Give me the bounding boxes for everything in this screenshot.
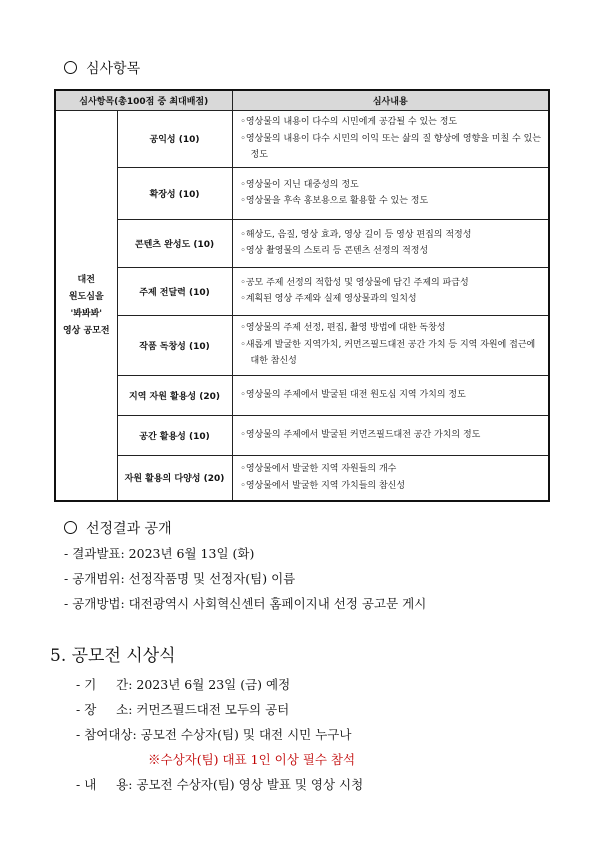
category-line: 대전 (77, 274, 95, 285)
desc-cell (232, 375, 549, 415)
desc-cell (232, 415, 549, 455)
item-cell: 공익성 (10) (117, 111, 232, 168)
header-content: 심사내용 (232, 90, 549, 111)
item-cell: 콘텐츠 완성도 (10) (117, 219, 232, 267)
ceremony-content: - 내 용: 공모전 수상자(팀) 영상 발표 및 영상 시청 (76, 777, 364, 792)
desc-cell (232, 111, 549, 168)
desc-line: ◦영상물의 주제에서 발굴된 대전 원도심 지역 가치의 정도 (240, 389, 466, 400)
desc-line: ◦공모 주제 선정의 적합성 및 영상물에 담긴 주제의 파급성 (240, 277, 469, 288)
desc-line: ◦영상물의 내용이 다수 시민의 이익 또는 삶의 질 향상에 영향을 미칠 수 있는 정도 (240, 133, 541, 160)
desc-cell (232, 315, 549, 375)
section-title-review (64, 58, 140, 78)
table-row (55, 111, 549, 168)
ceremony-period: - 기 간: 2023년 6월 23일 (금) 예정 (76, 677, 291, 692)
item-cell: 주제 전달력 (10) (117, 267, 232, 315)
table-row (55, 167, 549, 219)
table-row (55, 219, 549, 267)
desc-line: ◦계획된 영상 주제와 실제 영상물과의 일치성 (240, 294, 417, 304)
item-cell: 공간 활용성 (10) (117, 415, 232, 455)
item-cell: 자원 활용의 다양성 (20) (117, 455, 232, 501)
desc-line: ◦새롭게 발굴한 지역가치, 커먼즈필드대전 공간 가치 등 지역 자원에 접근에 대한 참신성 (240, 339, 536, 367)
desc-cell (232, 455, 549, 501)
item-cell: 확장성 (10) (117, 167, 232, 219)
category-line: 원도심을 (68, 291, 104, 302)
result-line: - 공개방법: 대전광역시 사회혁신센터 홈페이지내 선정 공고문 게시 (64, 596, 427, 611)
category-cell (55, 111, 117, 502)
table-row (55, 267, 549, 315)
table-row (55, 315, 549, 375)
desc-line: ◦영상물을 후속 홍보용으로 활용할 수 있는 정도 (240, 196, 429, 206)
desc-cell (232, 167, 549, 219)
table-row (55, 375, 549, 415)
table-header-row (55, 90, 549, 111)
desc-line: ◦영상 촬영물의 스토리 등 콘텐츠 선정의 적정성 (240, 246, 429, 256)
ceremony-target: - 참여대상: 공모전 수상자(팀) 및 대전 시민 누구나 (76, 727, 352, 742)
desc-line: ◦영상물의 주제 선정, 편집, 촬영 방법에 대한 독창성 (240, 323, 446, 334)
header-criteria: 심사항목(총100점 중 최대배점) (55, 90, 232, 111)
circle-bullet-icon (64, 521, 77, 534)
ceremony-heading: 5. 공모전 시상식 (50, 646, 176, 666)
desc-cell (232, 267, 549, 315)
section-title-result (64, 518, 172, 538)
table-row (55, 415, 549, 455)
desc-line: ◦영상물에서 발굴한 지역 가치들의 참신성 (240, 480, 406, 491)
desc-line: ◦해상도, 음질, 영상 효과, 영상 길이 등 영상 편집의 적정성 (240, 229, 472, 240)
ceremony-place: - 장 소: 커먼즈필드대전 모두의 공터 (76, 702, 290, 717)
review-criteria-table (54, 89, 550, 502)
desc-cell (232, 219, 549, 267)
circle-bullet-icon (64, 61, 77, 74)
desc-line: ◦영상물의 주제에서 발굴된 커먼즈필드대전 공간 가치의 정도 (240, 429, 481, 440)
item-cell: 작품 독창성 (10) (117, 315, 232, 375)
ceremony-notice: ※수상자(팀) 대표 1인 이상 필수 참석 (148, 752, 356, 767)
section-title-text: 심사항목 (86, 61, 141, 77)
table-row (55, 455, 549, 501)
item-cell: 지역 자원 활용성 (20) (117, 375, 232, 415)
category-line: 영상 공모전 (62, 325, 110, 336)
desc-line: ◦영상물에서 발굴한 지역 자원들의 개수 (240, 464, 397, 475)
result-line: - 공개범위: 선정작품명 및 선정자(팀) 이름 (64, 571, 296, 586)
section-title-text: 선정결과 공개 (86, 521, 172, 537)
desc-line: ◦영상물이 지닌 대중성의 정도 (240, 179, 359, 190)
desc-line: ◦영상물의 내용이 다수의 시민에게 공감될 수 있는 정도 (240, 117, 458, 127)
result-line: - 결과발표: 2023년 6월 13일 (화) (64, 546, 255, 561)
category-line: '봐봐봐' (70, 308, 103, 319)
